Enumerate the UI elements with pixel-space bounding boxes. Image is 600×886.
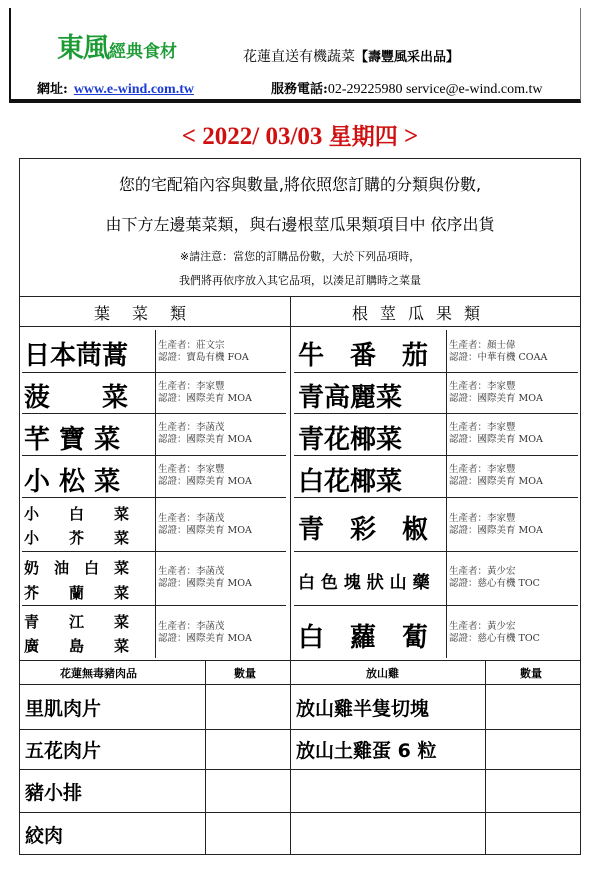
quantity-header: 數量 (520, 667, 542, 680)
date-weekday: 星期四 (328, 123, 398, 150)
producer: 生產者：李家豐 (449, 513, 516, 524)
root-item-name: 白 蘿 蔔 (298, 623, 429, 653)
leafy-item-meta (158, 566, 252, 590)
divider (446, 330, 447, 658)
cert: 認證：國際美育 MOA (158, 476, 252, 487)
producer: 生產者：李菡茂 (158, 422, 225, 433)
leafy-item-name: 芥 蘭 菜 (24, 584, 130, 602)
producer: 生產者：黃少宏 (449, 566, 516, 577)
date-text: < 2022/ 03/03 (181, 123, 329, 150)
divider (19, 296, 581, 297)
leafy-item-name: 芊 寶 菜 (24, 425, 121, 455)
cert: 認證：國際美育 MOA (449, 434, 543, 445)
divider (205, 660, 206, 855)
phone-value: 02-29225980 service@e-wind.com.tw (327, 82, 543, 97)
pork-item: 五花肉片 (25, 740, 102, 762)
leafy-item-meta (158, 464, 252, 488)
cert: 認證：中華有機 COAA (449, 352, 548, 363)
cert: 認證：國際美育 MOA (158, 578, 252, 589)
leafy-item-name: 菠 菜 (24, 383, 129, 413)
leafy-item-meta (158, 621, 252, 645)
root-item-name: 青 彩 椒 (298, 515, 429, 545)
intro-line-2: 由下方左邊葉菜類，與右邊根莖瓜果類項目中 依序出貨 (105, 215, 495, 234)
producer: 生產者：李家豐 (449, 422, 516, 433)
divider (22, 605, 286, 606)
producer: 生產者：莊文宗 (158, 340, 225, 351)
quantity-header: 數量 (234, 667, 256, 680)
intro-line-1: 您的宅配箱內容與數量,將依照您訂購的分類與份數, (118, 175, 482, 194)
leafy-item-meta (158, 381, 252, 405)
contact (271, 78, 543, 98)
producer: 生產者：李菡茂 (158, 621, 225, 632)
cert: 認證：國際美育 MOA (158, 525, 252, 536)
root-item-meta (449, 340, 547, 364)
divider (19, 769, 581, 770)
root-item-meta (449, 464, 543, 488)
title-brand: 【壽豐風采出品】 (355, 50, 460, 65)
divider (290, 296, 291, 660)
cert: 認證：寶島有機 FOA (158, 352, 249, 363)
root-veg-header: 根莖瓜果類 (352, 304, 493, 323)
divider (155, 330, 156, 658)
producer: 生產者：李家豐 (158, 381, 225, 392)
pork-item: 豬小排 (25, 782, 83, 804)
root-item-meta (449, 621, 540, 645)
leafy-item-meta (158, 422, 252, 446)
leafy-item-name: 小 芥 菜 (24, 529, 130, 547)
divider (485, 660, 486, 855)
divider (294, 551, 578, 552)
root-item-name: 青高麗菜 (298, 383, 403, 413)
cert: 認證：國際美育 MOA (449, 525, 543, 536)
delivery-date (0, 118, 600, 151)
producer: 生產者：李家豐 (158, 464, 225, 475)
date-close: > (397, 123, 419, 150)
divider (19, 684, 581, 685)
divider (22, 551, 286, 552)
divider (294, 605, 578, 606)
cert: 認證：國際美育 MOA (449, 476, 543, 487)
cert: 認證：慈心有機 TOC (449, 578, 540, 589)
leafy-item-meta (158, 513, 252, 537)
producer: 生產者：顏士偉 (449, 340, 516, 351)
root-item-meta (449, 566, 540, 590)
root-item-name: 白花椰菜 (298, 467, 403, 497)
logo-subtitle: 經典食材 (109, 42, 177, 62)
website-link[interactable]: www.e-wind.com.tw (73, 82, 194, 97)
leafy-item-name: 小 白 菜 (24, 505, 130, 523)
producer: 生產者：李菡茂 (158, 513, 225, 524)
divider (22, 372, 286, 373)
root-item-meta (449, 422, 543, 446)
producer: 生產者：黃少宏 (449, 621, 516, 632)
logo (57, 26, 177, 65)
website (37, 78, 194, 98)
divider (19, 812, 581, 813)
note-line-2: 我們將再依序放入其它品項，以湊足訂購時之菜量 (179, 274, 421, 287)
divider (19, 729, 581, 730)
root-item-meta (449, 381, 543, 405)
leafy-item-name: 奶 油 白 菜 (24, 559, 130, 577)
pork-item: 絞肉 (25, 825, 64, 847)
leafy-item-name: 青 江 菜 (24, 613, 130, 631)
cert: 認證：慈心有機 TOC (449, 633, 540, 644)
producer: 生產者：李家豐 (449, 464, 516, 475)
leafy-item-name: 日本茼蒿 (24, 341, 129, 371)
leafy-item-name: 廣 島 菜 (24, 637, 130, 655)
divider (19, 326, 581, 327)
website-label: 網址: (37, 82, 68, 97)
root-item-name: 白 色 塊 狀 山 藥 (298, 573, 430, 593)
root-item-name: 青花椰菜 (298, 425, 403, 455)
title-text: 花蓮直送有機蔬菜 (243, 49, 355, 65)
header-title (243, 46, 459, 66)
logo-brand: 東風 (57, 33, 109, 64)
phone-label: 服務電話: (271, 82, 328, 97)
leafy-item-meta (158, 340, 249, 364)
divider (294, 372, 578, 373)
root-item-name: 牛 番 茄 (298, 341, 429, 371)
chicken-item: 放山雞半隻切塊 (296, 698, 430, 720)
divider (290, 660, 291, 855)
cert: 認證：國際美育 MOA (449, 393, 543, 404)
leafy-veg-header: 葉菜類 (94, 304, 209, 323)
chicken-item: 放山土雞蛋 6 粒 (296, 740, 437, 762)
header-box (9, 8, 585, 100)
leafy-item-name: 小 松 菜 (24, 467, 121, 497)
note-line-1: ※請注意：當您的訂購品份數，大於下列品項時， (179, 250, 421, 263)
root-item-meta (449, 513, 543, 537)
cert: 認證：國際美育 MOA (158, 393, 252, 404)
divider (19, 660, 581, 661)
cert: 認證：國際美育 MOA (158, 434, 252, 445)
producer: 生產者：李家豐 (449, 381, 516, 392)
pork-header: 花蓮無毒豬肉品 (60, 667, 137, 680)
chicken-header: 放山雞 (366, 667, 399, 680)
pork-item: 里肌肉片 (25, 698, 102, 720)
cert: 認證：國際美育 MOA (158, 633, 252, 644)
producer: 生產者：李菡茂 (158, 566, 225, 577)
